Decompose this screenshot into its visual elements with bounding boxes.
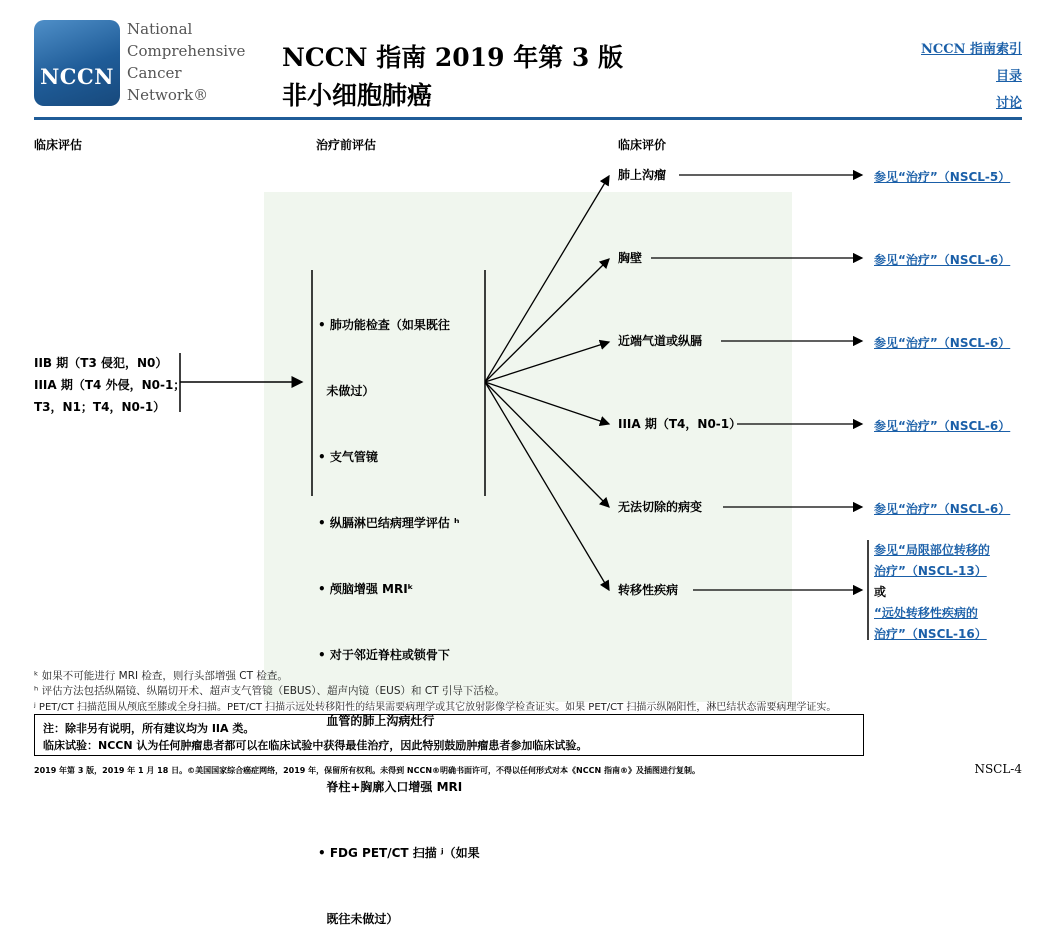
treatment-link-nscl6[interactable]: 参见“治疗”（NSCL-6） bbox=[874, 336, 1011, 350]
clinical-assessment-text: IIB 期（T3 侵犯，N0） IIIA 期（T4 外侵，N0-1； T3，N1；T4，N0-1） bbox=[34, 356, 186, 414]
outcome-metastatic: 转移性疾病 bbox=[618, 583, 679, 597]
column-heading-pretreatment: 治疗前评估 bbox=[316, 138, 377, 152]
note-clinical-trials: 临床试验：NCCN 认为任何肿瘤患者都可以在临床试验中获得最佳治疗，因此特别鼓励肿瘤患者参加临床试验。 bbox=[43, 739, 588, 752]
note-box bbox=[34, 714, 864, 756]
metastatic-treatment-links bbox=[874, 540, 990, 645]
column-heading-clinical-evaluation: 临床评价 bbox=[618, 138, 667, 152]
treatment-link-nscl6[interactable]: 参见“治疗”（NSCL-6） bbox=[874, 253, 1011, 267]
pretreatment-evaluation-list bbox=[318, 270, 484, 952]
list-item: • 对于邻近脊柱或锁骨下 bbox=[318, 648, 450, 662]
column-heading-clinical-assessment: 临床评估 bbox=[34, 138, 83, 152]
treatment-link-nscl6[interactable]: 参见“治疗”（NSCL-6） bbox=[874, 419, 1011, 433]
footnote-h: ʰ 评估方法包括纵隔镜、纵隔切开术、超声支气管镜（EBUS）、超声内镜（EUS）和 CT 引导下活检。 bbox=[34, 685, 505, 697]
list-item: • 纵膈淋巴结病理学评估 ʰ bbox=[318, 516, 460, 530]
limited-metastasis-link[interactable]: 治疗”（NSCL-13） bbox=[874, 564, 987, 578]
or-text: 或 bbox=[874, 585, 887, 599]
list-item: • FDG PET/CT 扫描 ʲ（如果 bbox=[318, 846, 480, 860]
discussion-link[interactable]: 讨论 bbox=[995, 96, 1022, 111]
page-subtitle: 非小细胞肺癌 bbox=[282, 81, 433, 110]
list-item: • 支气管镜 bbox=[318, 450, 378, 464]
treatment-link-nscl6[interactable]: 参见“治疗”（NSCL-6） bbox=[874, 502, 1011, 516]
outcome-superior-sulcus: 肺上沟瘤 bbox=[618, 168, 667, 182]
guidelines-index-link[interactable]: NCCN 指南索引 bbox=[921, 42, 1022, 57]
toc-link[interactable]: 目录 bbox=[995, 69, 1022, 84]
list-item: 血管的肺上沟病灶行 bbox=[318, 714, 435, 728]
org-name-line: Network® bbox=[127, 86, 209, 104]
note-category: 注：除非另有说明，所有建议均为 IIA 类。 bbox=[43, 722, 255, 735]
distant-metastasis-link[interactable]: “远处转移性疾病的 bbox=[874, 606, 978, 620]
list-item: 脊柱+胸廓入口增强 MRI bbox=[318, 780, 463, 794]
outcome-stage-iiia: IIIA 期（T4，N0-1） bbox=[618, 417, 742, 431]
org-name-line: National bbox=[127, 20, 193, 38]
limited-metastasis-link[interactable]: 参见“局限部位转移的 bbox=[874, 543, 990, 557]
org-name-line: Comprehensive bbox=[127, 42, 246, 60]
page-number: NSCL-4 bbox=[974, 762, 1022, 776]
outcome-proximal-airway: 近端气道或纵膈 bbox=[618, 334, 703, 348]
footnote-j: ʲ PET/CT 扫描范围从颅底至膝或全身扫描。PET/CT 扫描示远处转移阳性的结果需要病理学或其它放射影像学检查证实。如果 PET/CT 扫描示纵隔阳性，淋巴结状态需要病理学证实。 bbox=[34, 702, 837, 713]
logo-text: NCCN bbox=[40, 64, 114, 89]
distant-metastasis-link[interactable]: 治疗”（NSCL-16） bbox=[874, 627, 987, 641]
list-item: 未做过） bbox=[318, 384, 375, 398]
list-item: 既往未做过） bbox=[318, 912, 399, 926]
copyright-notice: 2019 年第 3 版，2019 年 1 月 18 日。©美国国家综合癌症网络，2019 年，保留所有权利。未得到 NCCN®明确书面许可，不得以任何形式对本《NCCN 指南®》及插图进行复制。 bbox=[34, 766, 700, 775]
outcome-chest-wall: 胸壁 bbox=[618, 251, 643, 265]
footnote-k: ᵏ 如果不可能进行 MRI 检查，则行头部增强 CT 检查。 bbox=[34, 670, 288, 682]
outcome-unresectable: 无法切除的病变 bbox=[618, 500, 703, 514]
page-title: NCCN 指南 2019 年第 3 版 bbox=[282, 43, 623, 72]
list-item: • 颅脑增强 MRIᵏ bbox=[318, 582, 414, 596]
list-item: • 肺功能检查（如果既往 bbox=[318, 318, 450, 332]
org-name-line: Cancer bbox=[127, 64, 182, 82]
treatment-link-nscl5[interactable]: 参见“治疗”（NSCL-5） bbox=[874, 170, 1011, 184]
